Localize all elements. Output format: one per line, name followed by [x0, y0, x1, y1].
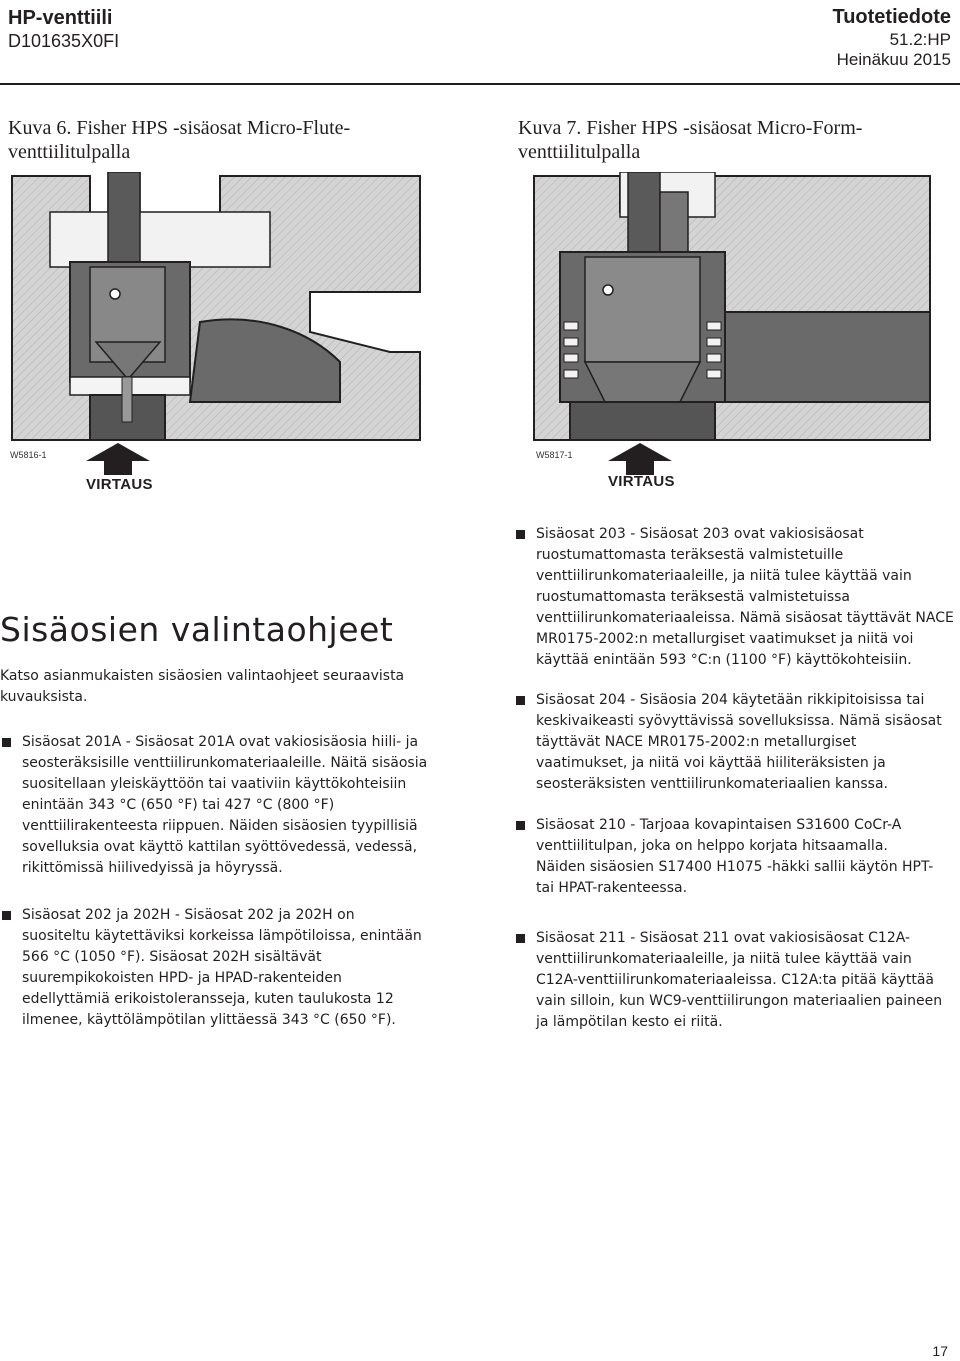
list-item-text: Sisäosat 204 - Sisäosia 204 käytetään rikkipitoisissa tai keskivaikeasti syövyttävissä sovelluksissa. Nämä sisäosat täyttävät NACE MR0175-2002:n metallurgiset vaatimukset, ja niitä voi käyttää hiiliteräksisten ja seosteräksisten venttiilirunkomateriaalien kanssa.	[536, 692, 942, 792]
section-title: Sisäosien valintaohjeet	[0, 610, 394, 649]
page-number: 17	[932, 1343, 948, 1359]
list-item-text: Sisäosat 202 ja 202H - Sisäosat 202 ja 202H on suositeltu käytettäviksi korkeissa lämpötiloissa, enintään 566 °C (1050 °F). Sisäosat 202H sisältävät suurempikokoisten HPD- ja HPAD-rakenteiden edellyttämiä erikoistoleransseja, kuten taulukosta 12 ilmenee, käyttölämpötilan ylittäessä 343 °C (650 °F).	[22, 907, 422, 1028]
flow-arrow-icon	[608, 443, 672, 475]
micro-flute-plug-drawing	[10, 172, 430, 442]
figure-7-caption-line1: Kuva 7. Fisher HPS -sisäosat Micro-Form-	[518, 117, 863, 139]
publication-date: Heinäkuu 2015	[836, 50, 951, 69]
list-item-text: Sisäosat 203 - Sisäosat 203 ovat vakiosisäosat ruostumattomasta teräksestä valmistetuille venttiilirunkomateriaaleille, ja niitä tulee käyttää vain ruostumattomasta teräksestä valmistetuissa venttiilirunkomateriaaleissa. Nämä sisäosat täyttävät NACE MR0175-2002:n metallurgiset vaatimukset ja niitä voi käyttää enintään 593 °C:n (1100 °F) käyttökohteisiin.	[536, 526, 954, 668]
product-title: HP-venttiili	[8, 7, 113, 29]
figure-6-caption	[8, 116, 350, 164]
micro-form-plug-drawing	[530, 172, 940, 442]
bullet-square-icon	[516, 934, 525, 943]
bullet-square-icon	[516, 821, 525, 830]
list-item	[516, 690, 946, 795]
list-item	[516, 928, 958, 1033]
document-number: D101635X0FI	[8, 31, 120, 51]
document-type: Tuotetiedote	[832, 6, 951, 28]
bullet-square-icon	[516, 696, 525, 705]
bullet-square-icon	[2, 738, 11, 747]
list-item-text: Sisäosat 211 - Sisäosat 211 ovat vakiosisäosat C12A-venttiilirunkomateriaaleille, ja niitä tulee käyttää vain C12A-venttiilirunkomateriaaleissa. C12A:ta pitää käyttää vain silloin, kun WC9-venttiilirungon materiaalien paineen ja lämpötilan kesto ei riitä.	[536, 930, 943, 1030]
list-item	[2, 905, 422, 1031]
header-right	[832, 4, 951, 70]
bullet-square-icon	[2, 911, 11, 920]
bullet-square-icon	[516, 530, 525, 539]
intro-paragraph: Katso asianmukaisten sisäosien valintaohjeet seuraavista kuvauksista.	[0, 668, 405, 705]
figure-6-caption-line1: Kuva 6. Fisher HPS -sisäosat Micro-Flute-	[8, 117, 351, 139]
figure-6-flow-label: VIRTAUS	[86, 476, 153, 493]
figure-6-reference: W5816-1	[10, 450, 47, 460]
list-item	[516, 524, 956, 671]
header-left	[8, 6, 119, 52]
section-number: 51.2:HP	[889, 30, 951, 49]
flow-arrow-icon	[86, 443, 150, 475]
figure-7-reference: W5817-1	[536, 450, 573, 460]
header-rule	[0, 83, 960, 85]
list-item-text: Sisäosat 210 - Tarjoaa kovapintaisen S31600 CoCr-A venttiilitulpan, joka on helppo korjata hitsaamalla. Näiden sisäosien S17400 H1075 -häkki sallii käytön HPT- tai HPAT-rakenteessa.	[536, 817, 934, 896]
figure-7-caption-line2: venttiilitulpalla	[518, 141, 641, 163]
list-item	[516, 815, 936, 899]
list-item	[2, 732, 442, 879]
list-item-text: Sisäosat 201A - Sisäosat 201A ovat vakiosisäosia hiili- ja seosteräksisille venttiilirunkomateriaaleille. Näitä sisäosia suositellaan yleiskäyttöön tai vaativiin käyttökohteisiin enintään 343 °C (650 °F) tai 427 °C (800 °F) venttiilirakenteesta riippuen. Näiden sisäosien tyypillisiä sovelluksia ovat käyttö kattilan syöttövedessä, vedessä, rikittömissä hiilivedyissä ja höyryssä.	[22, 734, 428, 876]
figure-7-flow-label: VIRTAUS	[608, 473, 675, 490]
figure-6-caption-line2: venttiilitulpalla	[8, 141, 131, 163]
figure-7-caption	[518, 116, 862, 164]
